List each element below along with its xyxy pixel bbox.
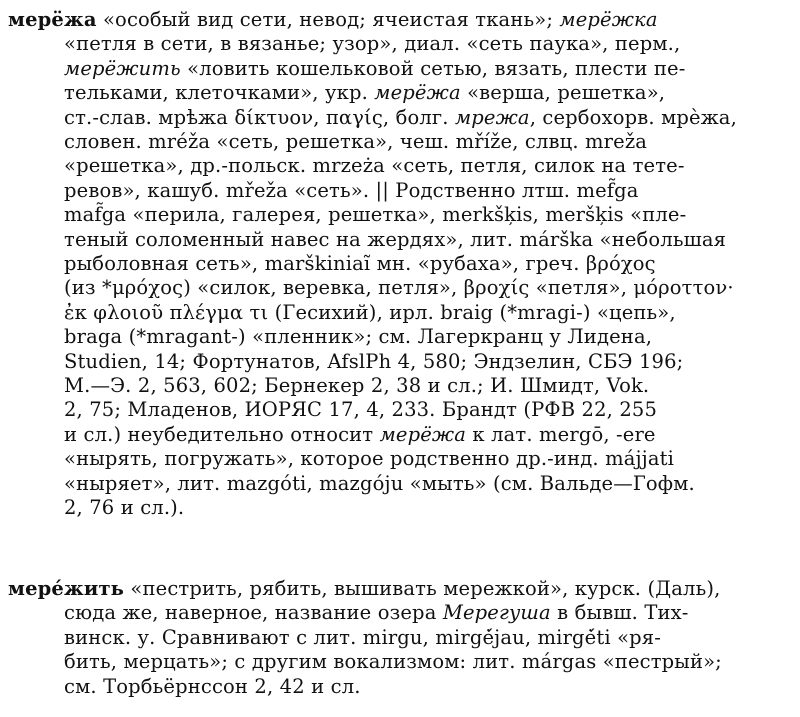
entry-line	[64, 496, 184, 520]
text-run: «нырять, погружать», которое родственно др.-инд. májjati	[64, 447, 675, 471]
text-run: теный соломенный навес на жердях», лит. márška «небольшая	[64, 227, 727, 251]
text-run: «ловить кошельковой сетью, вязать, плести пе-	[180, 56, 686, 80]
entry-line	[64, 423, 656, 447]
text-run: и сл.) неубедительно относит	[64, 422, 380, 446]
text-run: 2, 76 и сл.).	[64, 496, 185, 519]
entry-line	[64, 374, 649, 398]
entry-line	[64, 650, 722, 674]
entry-line	[64, 350, 683, 374]
text-run: , сербохорв. мрѐжа,	[529, 105, 737, 129]
text-run: «решетка», др.-польск. mrzeża «сеть, петля, силок на тете-	[64, 154, 685, 178]
entry-line	[64, 154, 685, 178]
text-run: braga (*mragant-) «пленник»; см. Лагеркранц у Лидена,	[64, 325, 653, 349]
text-run: «верша, решетка»,	[460, 81, 666, 105]
entry-line	[64, 601, 689, 625]
text-run: maf̃ga «перила, галерея, решетка», merkšķis, meršķis «пле-	[64, 203, 687, 227]
headword: мере́жить	[8, 577, 125, 600]
text-run: рыболовная сеть», marškiniaĩ мн. «рубаха», греч. βρόχος	[64, 252, 656, 275]
text-run: ревов», кашуб. mřeža «сеть». || Родственно лтш. mef̃ga	[64, 178, 639, 202]
entry-line	[64, 130, 647, 154]
text-run: сюда же, наверное, название озера	[64, 601, 443, 625]
italic-word: мерёжа	[379, 422, 467, 446]
text-run: ἐκ φλοιοῦ πλέγμα τι (Гесихий), ирл. braig (*mragi-) «цепь»,	[64, 300, 676, 324]
entry-line	[64, 626, 661, 650]
entry-first-line	[8, 8, 658, 32]
text-run: винск. у. Сравнивают с лит. mirgu, mirgė́jau, mirgė́ti «ря-	[64, 625, 661, 649]
text-run: к лат. mergō, -ere	[466, 422, 656, 446]
entry-line	[64, 675, 361, 699]
entry-line	[64, 32, 680, 56]
text-run: 2, 75; Младенов, ИОРЯС 17, 4, 233. Брандт (РФВ 22, 255	[64, 398, 658, 422]
entry-line	[64, 398, 657, 422]
italic-word: мерёжить	[64, 56, 181, 80]
text-run: см. Торбьёрнссон 2, 42 и сл.	[64, 674, 361, 698]
entry-line	[64, 228, 726, 252]
entry-line	[64, 106, 737, 130]
italic-word: мерёжа	[374, 81, 461, 105]
entry-line	[64, 276, 734, 300]
text-run: «пестрить, рябить, вышивать мережкой», курск. (Даль),	[124, 577, 721, 600]
text-run: «ныряет», лит. mazgóti, mazgóju «мыть» (см. Вальде—Гофм.	[64, 471, 695, 495]
entry-line	[64, 203, 686, 227]
text-run: бить, мерцать»; с другим вокализмом: лит. márgas «пестрый»;	[64, 650, 722, 674]
text-run: ст.-слав. мрѣжа δίκτυον, παγίς, болг.	[64, 105, 455, 129]
italic-word: Мерегуша	[442, 601, 551, 625]
entry-line	[64, 447, 674, 471]
text-run: (из *μρόχος) «силок, веревка, петля», βροχίς «петля», μόροττον·	[64, 276, 734, 300]
entry-line	[64, 252, 656, 276]
italic-word: мерёжка	[559, 8, 658, 31]
text-run: словен. mréža «сеть, решетка», чеш. mříže, слвц. mreža	[64, 130, 648, 153]
entry-line	[64, 325, 652, 349]
text-run: тельками, клеточками», укр.	[64, 81, 375, 105]
entry-line	[64, 472, 695, 496]
entry-line	[64, 81, 665, 105]
entry-line	[64, 301, 676, 325]
text-run: М.—Э. 2, 563, 602; Бернекер 2, 38 и сл.; И. Шмидт, Vok.	[64, 374, 650, 397]
entry-first-line	[8, 577, 720, 601]
entry-line	[64, 57, 685, 81]
italic-word: мрежа	[454, 105, 530, 129]
entry-line	[64, 179, 639, 203]
text-run: в бывш. Тих-	[550, 601, 689, 625]
headword: мерёжа	[8, 8, 97, 31]
text-run: «петля в сети, в вязанье; узор», диал. «сеть паука», перм.,	[64, 32, 681, 56]
text-run: Studien, 14; Фортунатов, AfslPh 4, 580; Эндзелин, СБЭ 196;	[64, 349, 684, 373]
text-run: «особый вид сети, невод; ячеистая ткань»;	[96, 8, 560, 31]
